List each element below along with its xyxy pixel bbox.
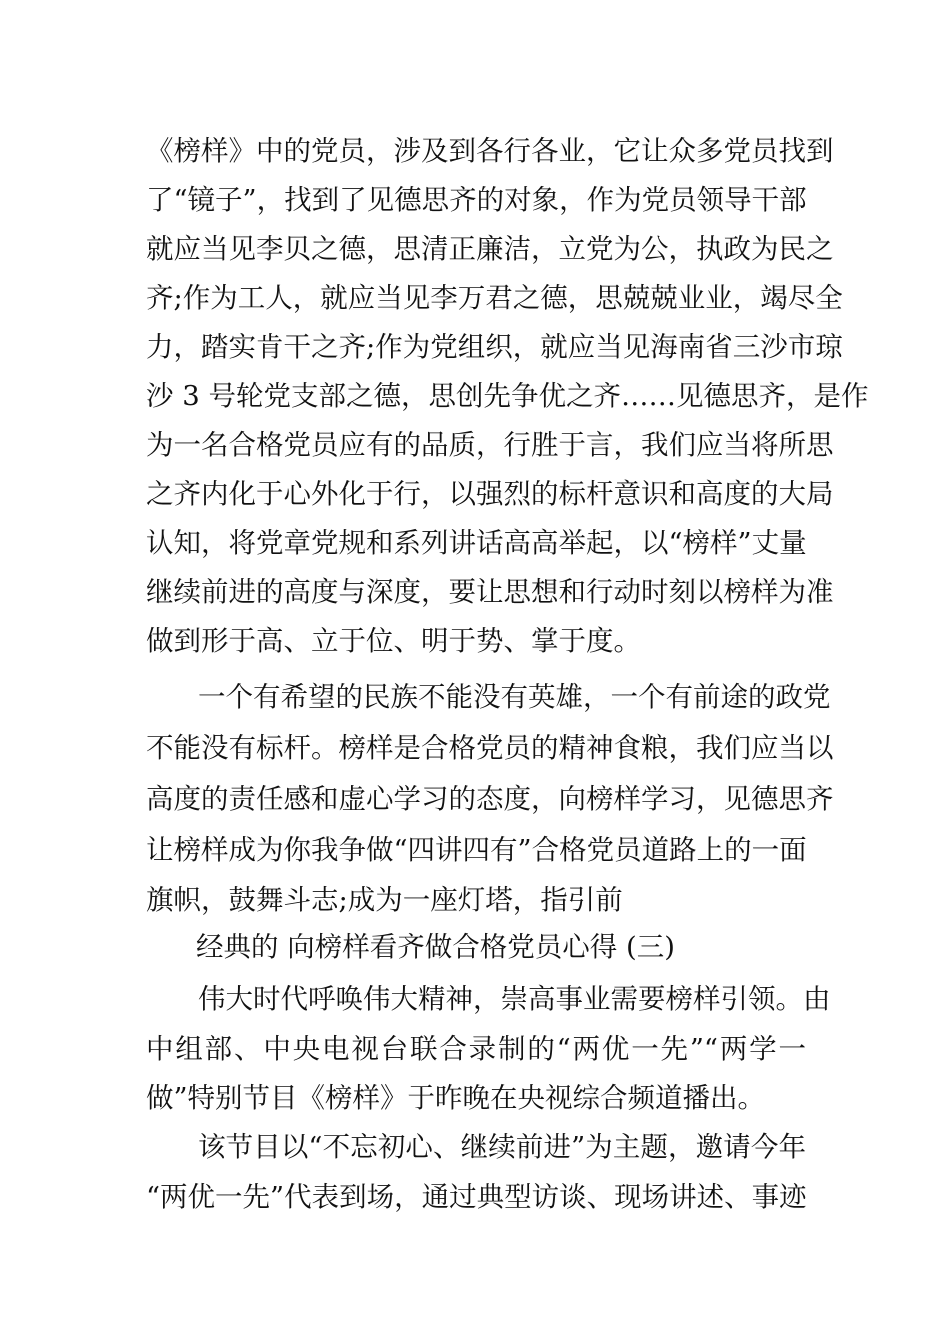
section-heading: 经典的 向榜样看齐做合格党员心得 (三): [196, 931, 675, 963]
paragraph-line: 中组部、中央电视台联合录制的“两优一先”“两学一: [146, 1033, 806, 1065]
paragraph-line: 做”特别节目《榜样》于昨晚在央视综合频道播出。: [146, 1082, 766, 1114]
paragraph-line: 不能没有标杆。榜样是合格党员的精神食粮，我们应当以: [146, 732, 834, 764]
paragraph-line: 了“镜子”，找到了见德思齐的对象，作为党员领导干部: [146, 184, 807, 216]
paragraph-line: 齐;作为工人，就应当见李万君之德，思兢兢业业，竭尽全: [146, 282, 843, 314]
paragraph-line: 力，踏实肯干之齐;作为党组织，就应当见海南省三沙市琼: [146, 331, 843, 363]
paragraph-line: 高度的责任感和虚心学习的态度，向榜样学习，见德思齐: [146, 783, 834, 815]
paragraph-line: “两优一先”代表到场，通过典型访谈、现场讲述、事迹: [146, 1181, 807, 1213]
paragraph-line: 《榜样》中的党员，涉及到各行各业，它让众多党员找到: [146, 135, 834, 167]
paragraph-line: 就应当见李贝之德，思清正廉洁，立党为公，执政为民之: [146, 233, 834, 265]
paragraph-line: 为一名合格党员应有的品质，行胜于言，我们应当将所思: [146, 429, 834, 461]
paragraph-line: 沙 3 号轮党支部之德，思创先争优之齐……见德思齐，是作: [146, 380, 869, 412]
paragraph-line: 旗帜，鼓舞斗志;成为一座灯塔，指引前: [146, 884, 623, 916]
paragraph-line: 让榜样成为你我争做“四讲四有”合格党员道路上的一面: [146, 834, 807, 866]
paragraph-line: 一个有希望的民族不能没有英雄，一个有前途的政党: [198, 681, 831, 713]
paragraph-line: 认知，将党章党规和系列讲话高高举起，以“榜样”丈量: [146, 527, 807, 559]
paragraph-line: 之齐内化于心外化于行，以强烈的标杆意识和高度的大局: [146, 478, 834, 510]
paragraph-line: 该节目以“不忘初心、继续前进”为主题，邀请今年: [198, 1131, 806, 1163]
paragraph-line: 做到形于高、立于位、明于势、掌于度。: [146, 625, 641, 657]
paragraph-line: 继续前进的高度与深度，要让思想和行动时刻以榜样为准: [146, 576, 834, 608]
paragraph-line: 伟大时代呼唤伟大精神，崇高事业需要榜样引领。由: [198, 983, 831, 1015]
